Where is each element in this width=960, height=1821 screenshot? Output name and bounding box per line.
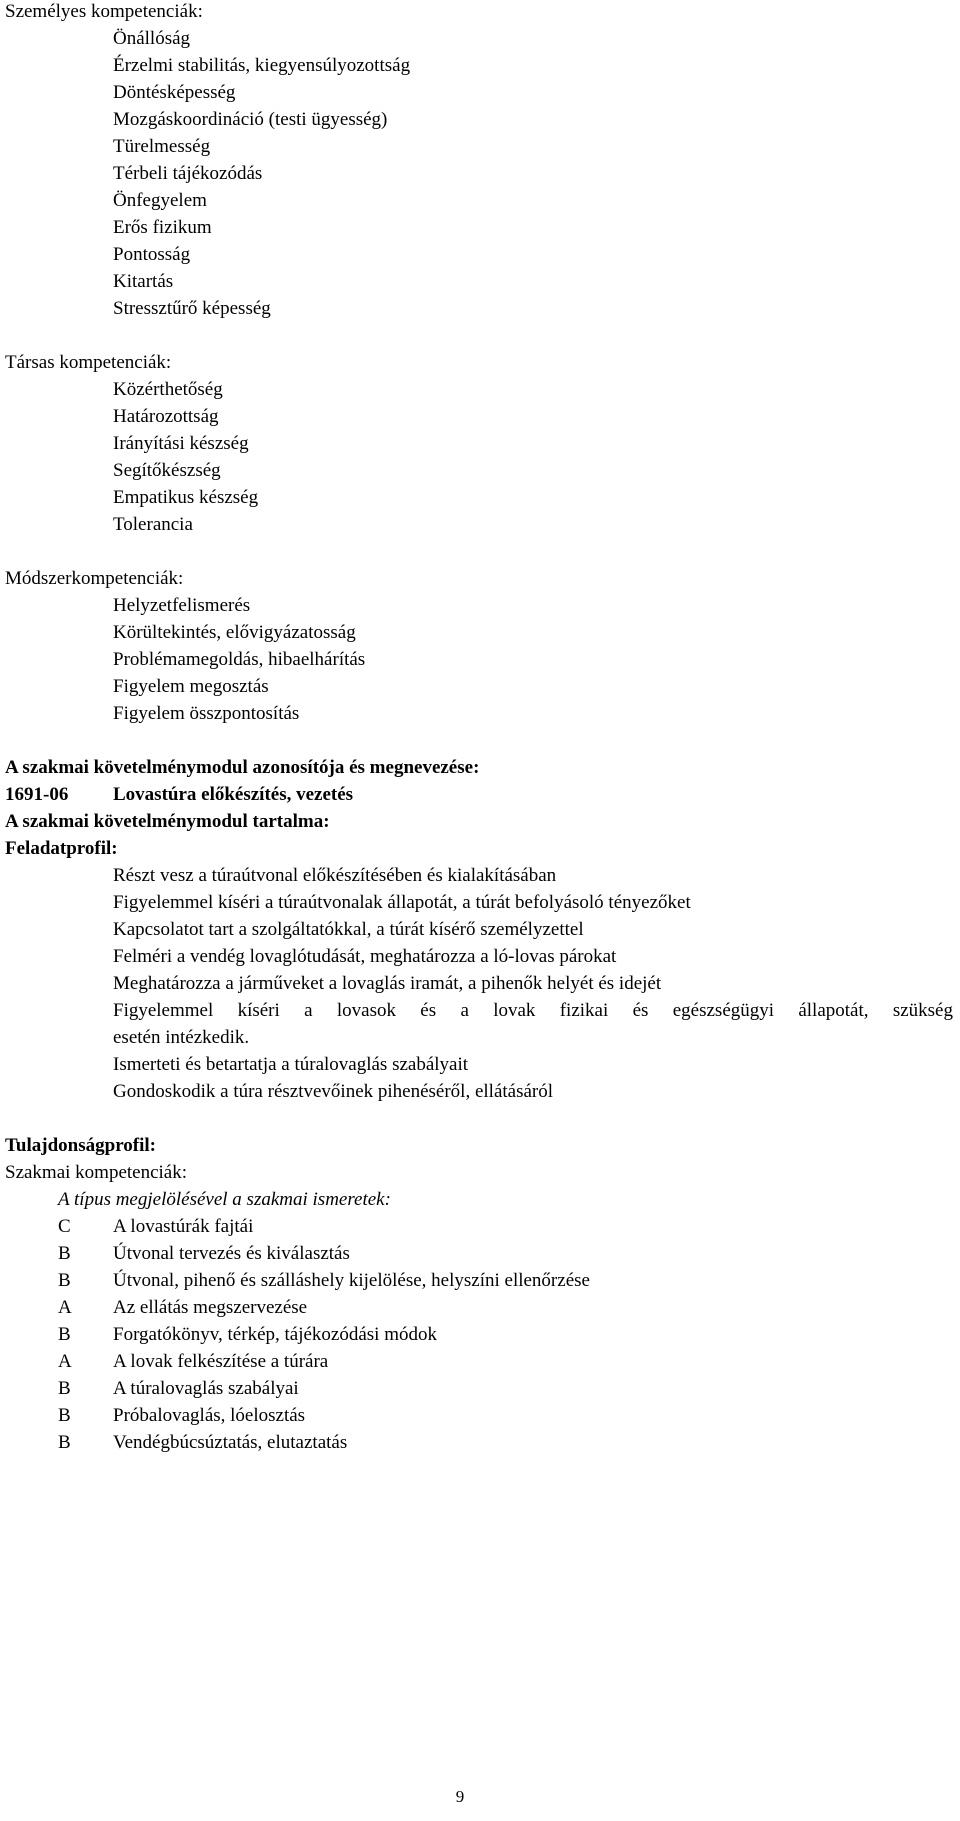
type-code: A [58,1297,72,1318]
list-item: Próbalovaglás, lóelosztás [113,1405,306,1426]
list-item: Döntésképesség [113,82,236,103]
type-code: B [58,1405,71,1426]
social-competencies-heading: Társas kompetenciák: [5,352,172,373]
list-item: Problémamegoldás, hibaelhárítás [113,649,366,670]
list-item: Figyelemmel kíséri a túraútvonalak állapotát, a túrát befolyásoló tényezőket [113,892,691,913]
list-item: Vendégbúcsúztatás, elutaztatás [113,1432,348,1453]
list-item: Empatikus készség [113,487,259,508]
list-item: Az ellátás megszervezése [113,1297,308,1318]
personal-competencies-heading: Személyes kompetenciák: [5,1,203,22]
type-code: C [58,1216,71,1237]
list-item: Részt vesz a túraútvonal előkészítésében és kialakításában [113,865,557,886]
list-item: Felméri a vendég lovaglótudását, meghatározza a ló-lovas párokat [113,946,617,967]
list-item-continuation: esetén intézkedik. [113,1027,250,1048]
list-item: Útvonal tervezés és kiválasztás [113,1243,350,1264]
list-item: Mozgáskoordináció (testi ügyesség) [113,109,388,130]
module-id-heading: A szakmai követelménymodul azonosítója és megnevezése: [5,757,480,778]
list-item: Gondoskodik a túra résztvevőinek pihenéséről, ellátásáról [113,1081,554,1102]
method-competencies-heading: Módszerkompetenciák: [5,568,184,589]
list-item: Forgatókönyv, térkép, tájékozódási módok [113,1324,437,1345]
list-item: A lovastúrák fajtái [113,1216,254,1237]
professional-competencies-heading: Szakmai kompetenciák: [5,1162,188,1183]
list-item: Kitartás [113,271,174,292]
list-item: Körültekintés, elővigyázatosság [113,622,356,643]
type-code: B [58,1243,71,1264]
list-item: A túralovaglás szabályai [113,1378,299,1399]
list-item: Irányítási készség [113,433,249,454]
list-item: Türelmesség [113,136,211,157]
type-code: B [58,1432,71,1453]
property-profile-heading: Tulajdonságprofil: [5,1135,156,1156]
type-code: B [58,1378,71,1399]
list-item: Érzelmi stabilitás, kiegyensúlyozottság [113,55,411,76]
type-note: A típus megjelölésével a szakmai ismeretek: [58,1189,391,1210]
list-item: Meghatározza a járműveket a lovaglás iramát, a pihenők helyét és idejét [113,973,662,994]
module-content-heading: A szakmai követelménymodul tartalma: [5,811,330,832]
list-item: Segítőkészség [113,460,221,481]
type-code: B [58,1324,71,1345]
module-code: 1691-06 [5,784,69,805]
list-item: Tolerancia [113,514,193,535]
list-item: Önállóság [113,28,191,49]
list-item: Helyzetfelismerés [113,595,251,616]
list-item: Közérthetőség [113,379,223,400]
type-code: B [58,1270,71,1291]
list-item: Figyelem megosztás [113,676,269,697]
list-item: A lovak felkészítése a túrára [113,1351,329,1372]
list-item: Figyelem összpontosítás [113,703,300,724]
task-profile-heading: Feladatprofil: [5,838,118,859]
list-item: Erős fizikum [113,217,212,238]
list-item: Stressztűrő képesség [113,298,271,319]
list-item: Önfegyelem [113,190,207,211]
list-item: Határozottság [113,406,219,427]
list-item: Ismerteti és betartatja a túralovaglás szabályait [113,1054,469,1075]
list-item: Térbeli tájékozódás [113,163,263,184]
list-item: Útvonal, pihenő és szálláshely kijelölése, helyszíni ellenőrzése [113,1270,590,1291]
page-number: 9 [455,1787,465,1806]
list-item: Kapcsolatot tart a szolgáltatókkal, a túrát kísérő személyzettel [113,919,584,940]
module-name: Lovastúra előkészítés, vezetés [113,784,354,805]
list-item: Pontosság [113,244,191,265]
type-code: A [58,1351,72,1372]
list-item: Figyelemmel kíséri a lovasok és a lovak fizikai és egészségügyi állapotát, szükség [113,1000,953,1021]
